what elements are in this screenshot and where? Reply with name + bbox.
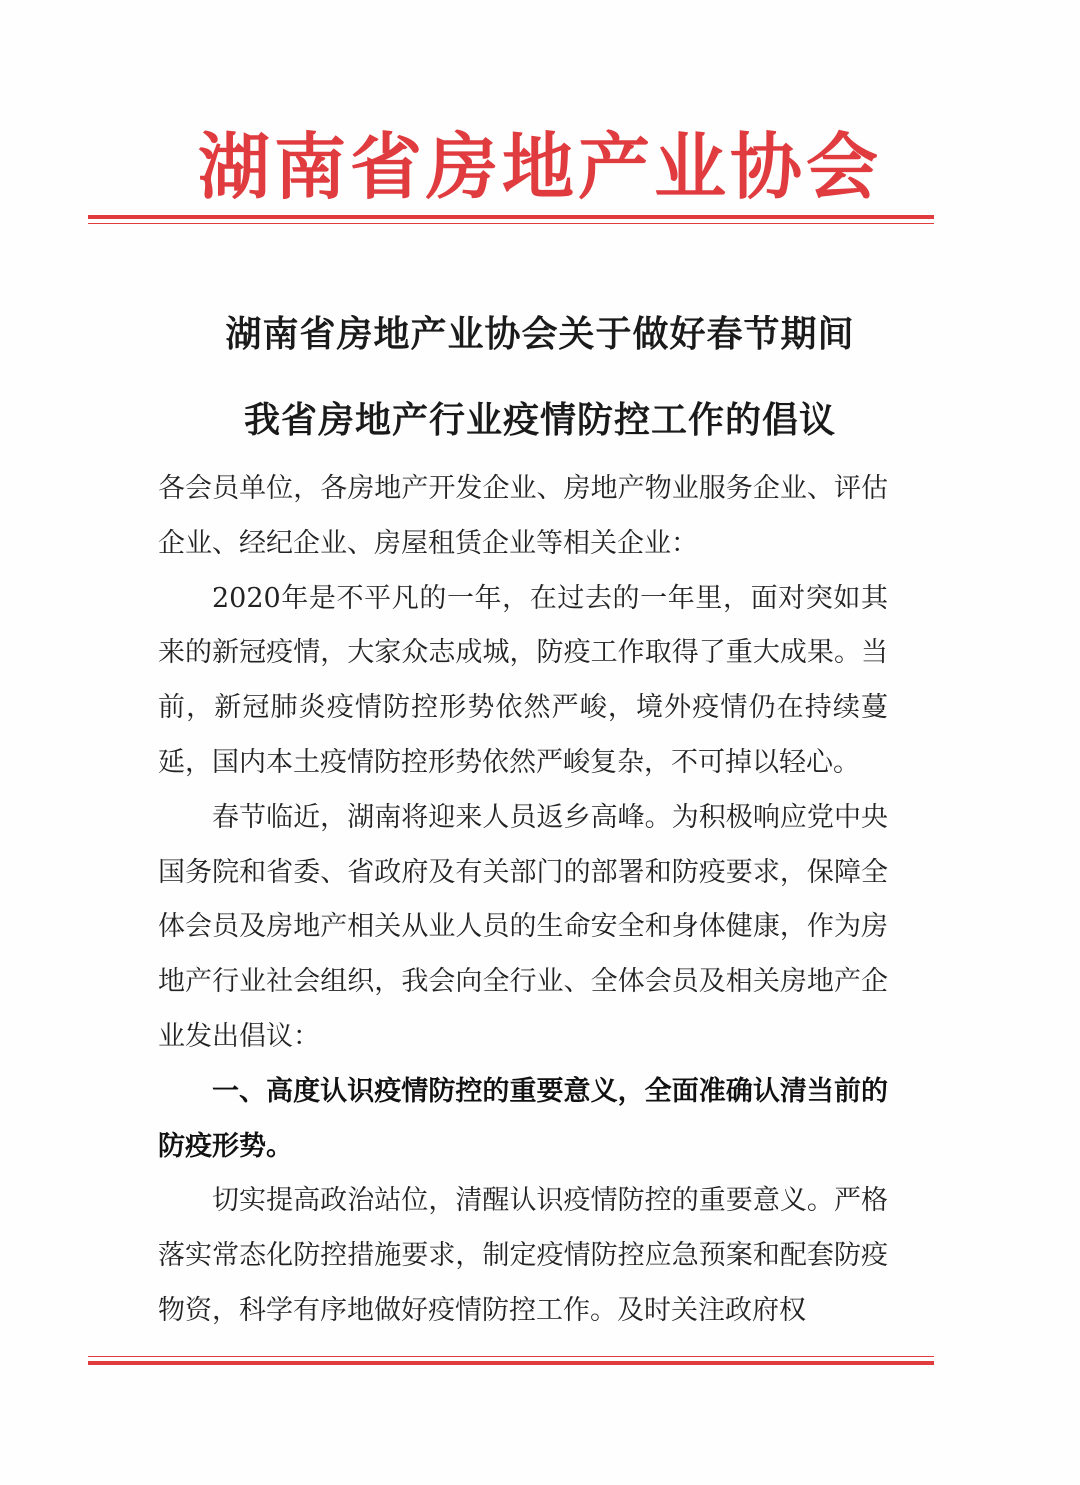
document-body — [158, 462, 888, 1339]
document-title-line2: 我省房地产行业疫情防控工作的倡议 — [243, 399, 836, 441]
document-title-line1: 湖南省房地产业协会关于做好春节期间 — [225, 313, 855, 355]
paragraph-1: 2020年是不平凡的一年，在过去的一年里，面对突如其来的新冠疫情，大家众志成城，防疫工作取得了重大成果。当前，新冠肺炎疫情防控形势依然严峻，境外疫情仍在持续蔓延，国内本土疫情防控形势依然严峻复杂，不可掉以轻心。 — [158, 582, 888, 778]
salutation: 各会员单位，各房地产开发企业、房地产物业服务企业、评估企业、经纪企业、房屋租赁企业等相关企业： — [158, 473, 888, 559]
letterhead-rule-thin — [88, 223, 934, 224]
paragraph-3: 切实提高政治站位，清醒认识疫情防控的重要意义。严格落实常态化防控措施要求，制定疫情防控应急预案和配套防疫物资，科学有序地做好疫情防控工作。及时关注政府权 — [158, 1185, 888, 1326]
footer-rule-thick — [88, 1361, 934, 1365]
paragraph-2: 春节临近，湖南将迎来人员返乡高峰。为积极响应党中央国务院和省委、省政府及有关部门的部署和防疫要求，保障全体会员及房地产相关从业人员的生命安全和身体健康，作为房地产行业社会组织，我会向全行业、全体会员及相关房地产企业发出倡议： — [158, 801, 888, 1052]
footer-rule-thin — [88, 1356, 934, 1357]
section-heading-1: 一、高度认识疫情防控的重要意义，全面准确认清当前的防疫形势。 — [158, 1075, 888, 1162]
letterhead-rule-thick — [88, 215, 934, 219]
letterhead-title: 湖南省房地产业协会 — [197, 124, 882, 209]
